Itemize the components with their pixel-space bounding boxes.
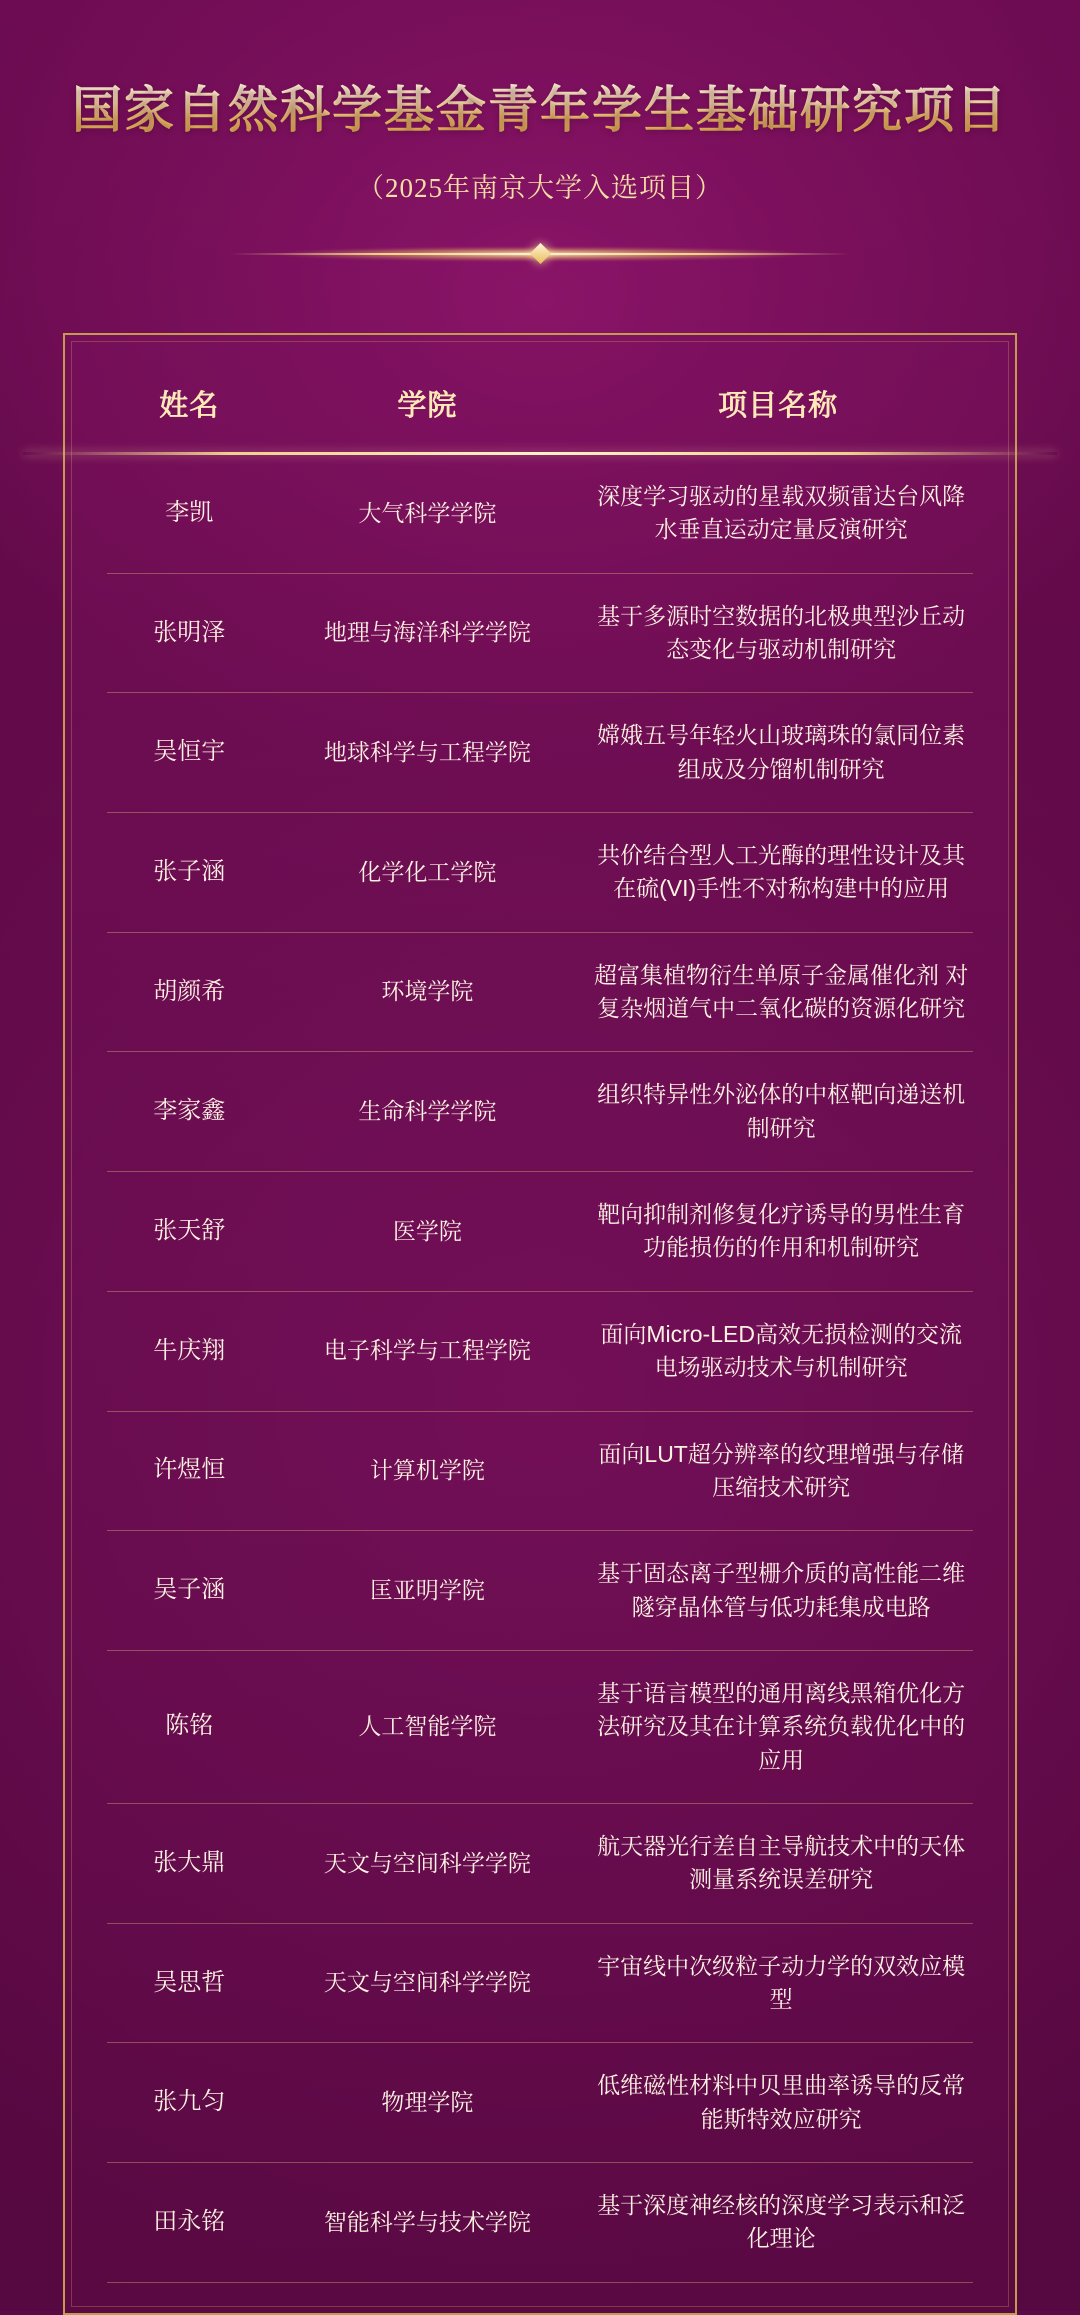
- table-row: [107, 1172, 973, 1292]
- cell-name: 张九匀: [107, 2043, 272, 2163]
- cell-project: 面向Micro-LED高效无损检测的交流电场驱动技术与机制研究: [583, 1291, 973, 1411]
- header-divider: [23, 452, 1057, 455]
- table-row: [107, 1923, 973, 2043]
- cell-college: 人工智能学院: [272, 1650, 584, 1803]
- cell-name: 吴思哲: [107, 1923, 272, 2043]
- poster-header: [0, 0, 1080, 205]
- cell-college: 智能科学与技术学院: [272, 2162, 584, 2282]
- cell-name: 许煜恒: [107, 1411, 272, 1531]
- cell-project: 宇宙线中次级粒子动力学的双效应模型: [583, 1923, 973, 2043]
- cell-name: 张子涵: [107, 813, 272, 933]
- cell-project: 靶向抑制剂修复化疗诱导的男性生育功能损伤的作用和机制研究: [583, 1172, 973, 1292]
- table-row: [107, 1411, 973, 1531]
- cell-name: 田永铭: [107, 2162, 272, 2282]
- cell-project: 嫦娥五号年轻火山玻璃珠的氯同位素组成及分馏机制研究: [583, 693, 973, 813]
- cell-college: 地理与海洋科学学院: [272, 573, 584, 693]
- cell-college: 医学院: [272, 1172, 584, 1292]
- table-header-row: [107, 335, 973, 454]
- table-row: [107, 932, 973, 1052]
- projects-table: [107, 335, 973, 2283]
- cell-project: 基于语言模型的通用离线黑箱优化方法研究及其在计算系统负载优化中的应用: [583, 1650, 973, 1803]
- cell-project: 航天器光行差自主导航技术中的天体测量系统误差研究: [583, 1803, 973, 1923]
- divider-ornament: [170, 231, 910, 277]
- projects-card: [63, 333, 1017, 2315]
- cell-project: 共价结合型人工光酶的理性设计及其在硫(VI)手性不对称构建中的应用: [583, 813, 973, 933]
- cell-college: 电子科学与工程学院: [272, 1291, 584, 1411]
- table-row: [107, 573, 973, 693]
- table-row: [107, 1291, 973, 1411]
- cell-college: 匡亚明学院: [272, 1531, 584, 1651]
- column-header-project: 项目名称: [718, 390, 839, 422]
- cell-name: 吴恒宇: [107, 693, 272, 813]
- table-row: [107, 2162, 973, 2282]
- table-head: [107, 335, 973, 454]
- cell-college: 环境学院: [272, 932, 584, 1052]
- cell-college: 天文与空间科学学院: [272, 1803, 584, 1923]
- cell-name: 张天舒: [107, 1172, 272, 1292]
- cell-project: 基于深度神经核的深度学习表示和泛化理论: [583, 2162, 973, 2282]
- table-row: [107, 1803, 973, 1923]
- table-row: [107, 1650, 973, 1803]
- cell-college: 化学化工学院: [272, 813, 584, 933]
- cell-college: 天文与空间科学学院: [272, 1923, 584, 2043]
- column-header-college: 学院: [397, 390, 458, 422]
- cell-name: 陈铭: [107, 1650, 272, 1803]
- cell-project: 超富集植物衍生单原子金属催化剂 对复杂烟道气中二氧化碳的资源化研究: [583, 932, 973, 1052]
- cell-name: 张大鼎: [107, 1803, 272, 1923]
- page-subtitle: （2025年南京大学入选项目）: [357, 173, 723, 203]
- cell-project: 基于固态离子型栅介质的高性能二维隧穿晶体管与低功耗集成电路: [583, 1531, 973, 1651]
- cell-college: 大气科学学院: [358, 499, 497, 526]
- cell-project: 低维磁性材料中贝里曲率诱导的反常能斯特效应研究: [583, 2043, 973, 2163]
- cell-project: 深度学习驱动的星载双频雷达台风降水垂直运动定量反演研究: [597, 483, 966, 543]
- cell-name: 李凯: [165, 498, 214, 526]
- cell-name: 李家鑫: [107, 1052, 272, 1172]
- table-row: [107, 693, 973, 813]
- cell-name: 胡颜希: [107, 932, 272, 1052]
- cell-project: 面向LUT超分辨率的纹理增强与存储压缩技术研究: [583, 1411, 973, 1531]
- table-row: [107, 2043, 973, 2163]
- table-row: [107, 1052, 973, 1172]
- cell-name: 牛庆翔: [107, 1291, 272, 1411]
- cell-project: 组织特异性外泌体的中枢靶向递送机制研究: [583, 1052, 973, 1172]
- cell-college: 生命科学学院: [272, 1052, 584, 1172]
- column-header-name: 姓名: [159, 390, 220, 422]
- page-title: 国家自然科学基金青年学生基础研究项目: [0, 80, 1080, 140]
- cell-college: 物理学院: [272, 2043, 584, 2163]
- table-row: [107, 454, 973, 573]
- cell-name: 吴子涵: [107, 1531, 272, 1651]
- cell-name: 张明泽: [107, 573, 272, 693]
- table-row: [107, 1531, 973, 1651]
- table-body: [107, 454, 973, 2282]
- cell-project: 基于多源时空数据的北极典型沙丘动态变化与驱动机制研究: [583, 573, 973, 693]
- table-row: [107, 813, 973, 933]
- cell-college: 计算机学院: [272, 1411, 584, 1531]
- cell-college: 地球科学与工程学院: [272, 693, 584, 813]
